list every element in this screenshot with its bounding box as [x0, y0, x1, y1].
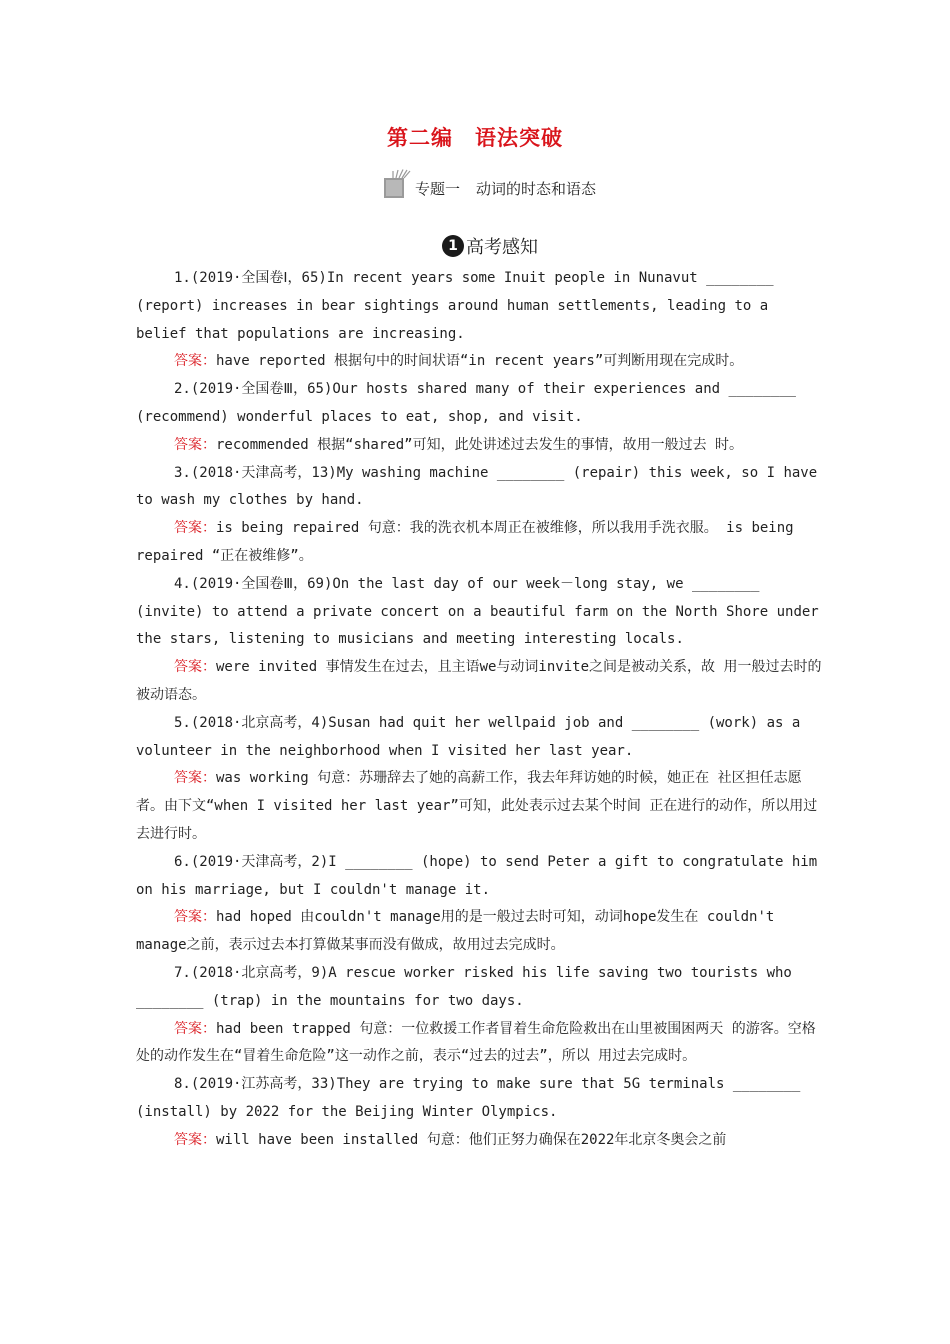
answer-7: [136, 1016, 826, 1072]
topic-label: 专题一: [415, 180, 461, 198]
answer-label: 答案：: [174, 659, 216, 676]
section-heading: [442, 233, 538, 259]
section-number-badge: 1: [442, 235, 464, 257]
answer-5: [136, 765, 826, 848]
answer-line: 的游客。空格处的动作发生在“冒着生命危险”这一动作之前，表示“过去的过去”，所以: [136, 1020, 816, 1065]
question-line: a volunteer in the neighborhood when I visited her last year.: [136, 714, 801, 759]
topic-subtitle: [383, 178, 596, 199]
answer-line: were invited 事情发生在过去，且主语we与动词invite之间是被动关系，故: [216, 659, 716, 676]
answer-3: [136, 515, 826, 571]
question-line: ________ (trap) in the mountains for two days.: [136, 992, 524, 1009]
answer-8: [136, 1127, 826, 1155]
question-5: [136, 710, 826, 766]
answer-line: 用一般过去时的被动语态。: [136, 659, 822, 703]
part-label: 第二编: [387, 126, 453, 150]
answer-line: 时。: [715, 436, 744, 453]
question-2: [136, 376, 826, 432]
question-line: belief that populations are increasing.: [136, 325, 465, 342]
question-line: 1.(2019·全国卷Ⅰ，65)In recent years some Inuit people in Nunavut ________: [174, 270, 774, 286]
question-line: (report) increases in bear sightings around human settlements, leading to a: [136, 297, 769, 314]
answer-line: 用过去完成时。: [598, 1048, 697, 1065]
exercise-list: [136, 265, 826, 1155]
question-6: [136, 849, 826, 905]
question-line: ________ (recommend) wonderful places to eat, shop, and visit.: [136, 381, 796, 425]
question-line: 4.(2019·全国卷Ⅲ，69)On the last day of our week－long stay, we ________: [174, 575, 760, 592]
part-title: 语法突破: [475, 126, 563, 150]
question-8: [136, 1071, 826, 1127]
answer-line: 正在进行的动作，所以用过去进行时。: [136, 798, 818, 842]
topic-title: 动词的时态和语态: [476, 180, 597, 198]
question-line: ________ (install) by 2022 for the Beijing Winter Olympics.: [136, 1076, 801, 1120]
question-line: him on his marriage, but I couldn't manage it.: [136, 853, 818, 898]
question-3: [136, 460, 826, 516]
answer-label: 答案：: [174, 770, 216, 787]
answer-line: recommended 根据“shared”可知，此处讲述过去发生的事情，故用一般过去: [216, 436, 707, 453]
answer-line: was working 句意：苏珊辞去了她的高薪工作，我去年拜访她的时候，她正在: [216, 770, 710, 787]
answer-line: had hoped 由couldn't manage用的是一般过去时可知，动词hope发生在: [216, 909, 699, 926]
question-line: (invite) to attend a private concert on a beautiful farm on the North Shore: [136, 603, 769, 620]
question-1: [136, 265, 826, 348]
section-title: 高考感知: [466, 237, 538, 258]
question-line: have to wash my clothes by hand.: [136, 464, 818, 509]
answer-line: 社区担任志愿者。由下文“when I visited her last year”可知，此处表示过去某个时间: [136, 770, 802, 815]
answer-line: is being repaired 句意：我的洗衣机本周正在被维修，所以我用手洗衣服。: [216, 520, 718, 537]
question-line: 3.(2018·天津高考，13)My washing machine ________ (repair) this week, so I: [174, 464, 776, 481]
question-4: [136, 571, 826, 654]
answer-label: 答案：: [174, 353, 216, 370]
page-title: [0, 122, 950, 152]
answer-2: [136, 432, 826, 460]
question-line: 7.(2018·北京高考，9)A rescue worker risked his life saving two tourists who: [174, 964, 792, 981]
answer-label: 答案：: [174, 1131, 216, 1148]
answer-label: 答案：: [174, 909, 216, 926]
answer-label: 答案：: [174, 520, 216, 537]
answer-6: [136, 904, 826, 960]
answer-label: 答案：: [174, 436, 216, 453]
answer-4: [136, 654, 826, 710]
question-7: [136, 960, 826, 1016]
question-line: 5.(2018·北京高考，4)Susan had quit her wellpaid job and ________ (work) as: [174, 714, 784, 731]
question-line: 6.(2019·天津高考，2)I ________ (hope) to send Peter a gift to congratulate: [174, 853, 784, 870]
answer-line: will have been installed 句意：他们正努力确保在2022年北京冬奥会之前: [216, 1131, 727, 1148]
answer-1: [136, 348, 826, 376]
question-line: under the stars, listening to musicians and meeting interesting locals.: [136, 603, 819, 648]
answer-line: couldn't manage之前，表示过去本打算做某事而没有做成，故用过去完成时。: [136, 909, 775, 954]
answer-line: had been trapped 句意：一位救援工作者冒着生命危险救出在山里被围困两天: [216, 1020, 724, 1037]
book-icon: [383, 169, 411, 199]
answer-label: 答案：: [174, 1020, 216, 1037]
answer-line: is being repaired “正在被维修”。: [136, 520, 794, 564]
question-line: 8.(2019·江苏高考，33)They are trying to make sure that 5G terminals: [174, 1076, 725, 1093]
answer-line: have reported 根据句中的时间状语“in recent years”可判断用现在完成时。: [216, 353, 744, 370]
question-line: 2.(2019·全国卷Ⅲ，65)Our hosts shared many of their experiences and: [174, 381, 721, 398]
